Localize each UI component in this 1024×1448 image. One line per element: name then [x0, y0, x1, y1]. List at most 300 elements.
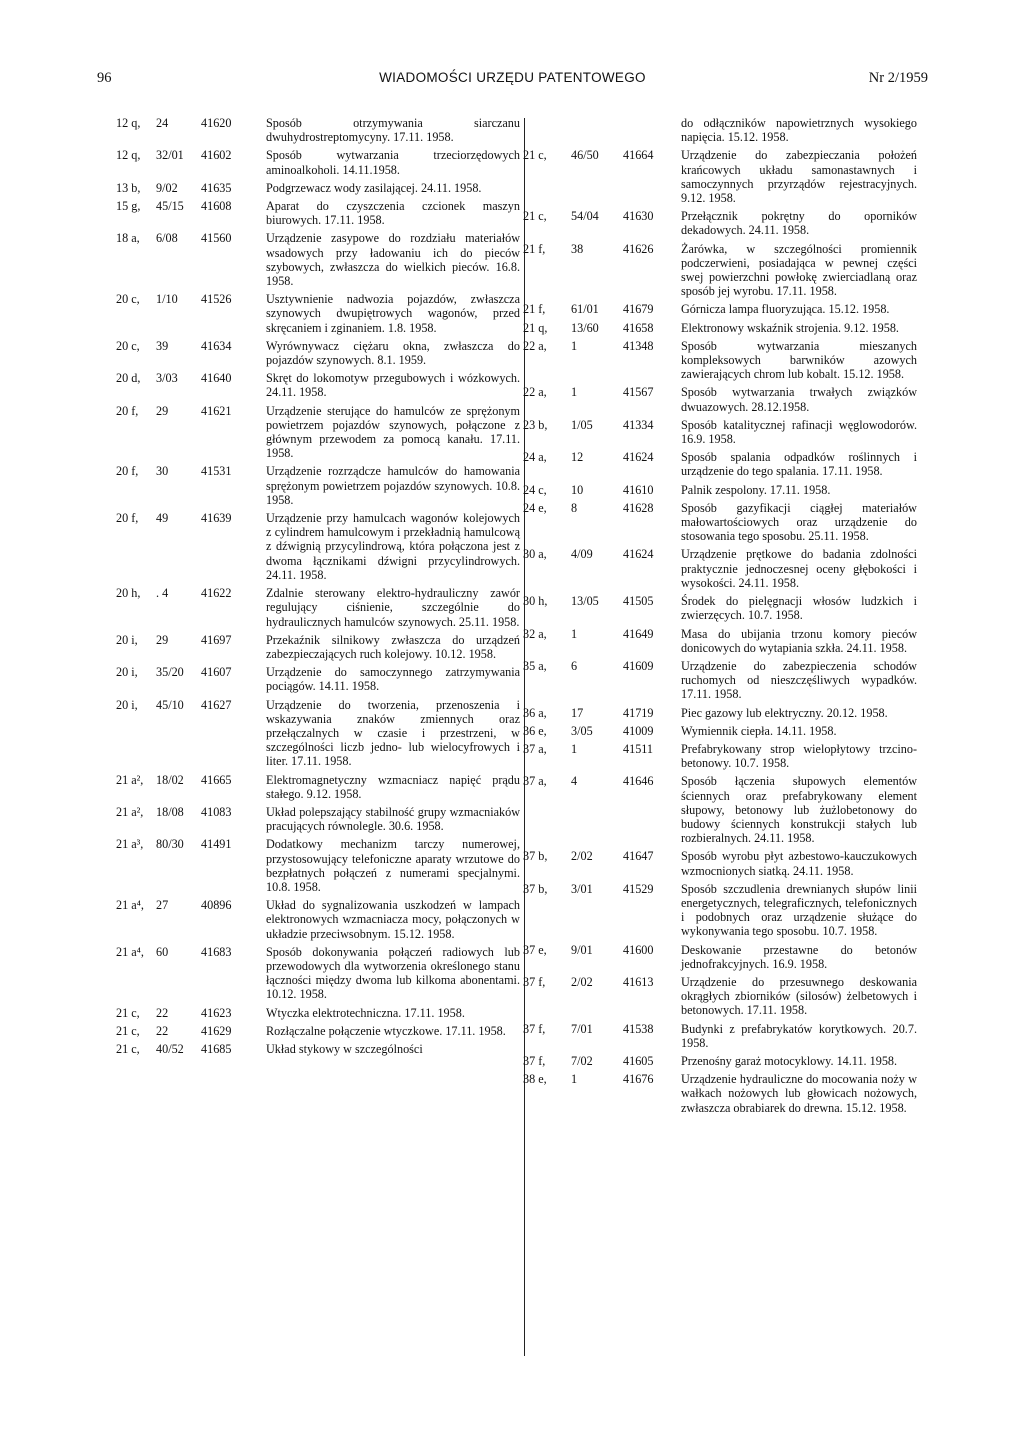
class-code: 13 b, [116, 180, 141, 195]
patent-entry [521, 594, 917, 622]
patent-code [521, 594, 681, 608]
class-code: 24 e, [523, 500, 547, 515]
patent-number: 41348 [623, 338, 654, 353]
patent-entry [521, 849, 917, 877]
patent-number: 41607 [201, 665, 232, 680]
patent-number: 41627 [201, 697, 232, 712]
patent-number: 41630 [623, 209, 654, 224]
class-code: 21 f, [523, 302, 546, 317]
patent-code [116, 511, 266, 525]
group-code: 1 [571, 338, 578, 353]
patent-description: Dodatkowy mechanizm tarczy numerowej, przystosowujący telefoniczne aparaty wrzutowe do bezpłatnych połączeń z numerami specjalnymi. 10.8. 1958. [266, 837, 520, 894]
group-code: 54/04 [571, 209, 599, 224]
continued-entry-text: do odłączników napowietrznych wysokiego napięcia. 15.12. 1958. [681, 116, 917, 145]
patent-code [521, 774, 681, 788]
patent-number: 41676 [623, 1072, 654, 1087]
group-code: 1/05 [571, 417, 593, 432]
patent-entry [521, 943, 917, 971]
patent-description: Piec gazowy lub elektryczny. 20.12. 1958. [681, 705, 888, 720]
patent-description: Urządzenie do zabezpieczenia schodów ruchomych od nieszczęśliwych wypadków. 17.11. 1958. [681, 658, 917, 702]
patent-entry [116, 665, 520, 693]
class-code: 12 q, [116, 116, 141, 130]
patent-description: Masa do ubijania trzonu komory pieców donicowych do wytapiania szkła. 24.11. 1958. [681, 626, 917, 655]
patent-number: 41665 [201, 772, 232, 787]
patent-description: Żarówka, w szczególności promiennik podczerwieni, posiadająca w pewnej części swej powierzchni powłokę zwierciadlaną oraz sposób jej wyrobu. 17.11. 1958. [681, 241, 917, 299]
group-code: 22 [156, 1023, 169, 1038]
class-code: 21 a⁴, [116, 898, 144, 913]
group-code: 45/15 [156, 199, 184, 214]
group-code: 8 [571, 500, 578, 515]
patent-entry [521, 302, 917, 316]
patent-description: Zdalnie sterowany elektro-hydrauliczny zawór regulujący ciśnienie, szczególnie do hydraulicznych hamulców szynowych. 25.11. 1958. [266, 586, 520, 629]
patent-code [521, 659, 681, 673]
patent-description: Układ stykowy w szczególności [266, 1041, 423, 1056]
patent-code [116, 773, 266, 787]
patent-code [521, 418, 681, 432]
patent-code [116, 1024, 266, 1038]
patent-description: Wyrównywacz ciężaru okna, zwłaszcza do pojazdów szynowych. 8.1. 1959. [266, 338, 520, 368]
patent-description: Wymiennik ciepła. 14.11. 1958. [681, 723, 837, 738]
page-number: 96 [97, 70, 112, 86]
patent-description: Urządzenie sterujące do hamulców ze sprężonym powietrzem pojazdów szynowych, połączone z głównym przewodem za pomocą kanału. 17.11. 1958. [266, 403, 520, 461]
group-code: 13/05 [571, 594, 599, 609]
patent-entry [521, 1054, 917, 1068]
class-code: 21 a², [116, 804, 144, 819]
patent-code [116, 464, 266, 478]
journal-title: WIADOMOŚCI URZĘDU PATENTOWEGO [379, 70, 646, 85]
patent-entry [521, 627, 917, 655]
class-code: 37 b, [523, 881, 548, 896]
patent-code [521, 547, 681, 561]
patent-code [521, 975, 681, 989]
group-code: 17 [571, 705, 584, 720]
page-header [97, 70, 928, 92]
patent-code [116, 371, 266, 385]
patent-code [116, 1006, 266, 1020]
group-code: 4/09 [571, 547, 593, 562]
patent-code [116, 231, 266, 245]
patent-number: 41628 [623, 500, 654, 515]
group-code: 29 [156, 403, 169, 418]
patent-code [116, 292, 266, 306]
patent-description: Elektromagnetyczny wzmacniacz napięć prądu stałego. 9.12. 1958. [266, 772, 520, 801]
group-code: 46/50 [571, 148, 599, 163]
patent-code [521, 1054, 681, 1068]
patent-description: Skręt do lokomotyw przegubowych i wózkowych. 24.11. 1958. [266, 371, 520, 400]
patent-number: 41083 [201, 804, 232, 819]
class-code: 23 b, [523, 417, 548, 432]
class-code: 20 f, [116, 464, 139, 479]
group-code: 45/10 [156, 697, 184, 712]
group-code: 40/52 [156, 1041, 184, 1056]
patent-description: Sposób spalania odpadków roślinnych i urządzenie do tego spalania. 17.11. 1958. [681, 450, 917, 479]
class-code: 20 f, [116, 403, 139, 418]
patent-entry [116, 698, 520, 769]
patent-code [116, 116, 266, 130]
patent-entry [521, 706, 917, 720]
group-code: 12 [571, 450, 584, 465]
patent-code [521, 849, 681, 863]
patent-number: 41610 [623, 482, 654, 497]
patent-description: Elektronowy wskaźnik strojenia. 9.12. 1958. [681, 320, 899, 335]
patent-entry [521, 209, 917, 237]
class-code: 21 a⁴, [116, 944, 144, 959]
class-code: 20 c, [116, 338, 140, 353]
class-code: 32 a, [523, 626, 547, 641]
group-code: 3/05 [571, 723, 593, 738]
class-code: 37 e, [523, 942, 547, 957]
group-code: 80/30 [156, 837, 184, 852]
patent-description: Aparat do czyszczenia czcionek maszyn biurowych. 17.11. 1958. [266, 199, 520, 228]
patent-code [116, 945, 266, 959]
patent-code [116, 898, 266, 912]
patent-number: 41697 [201, 632, 232, 647]
patent-code [521, 339, 681, 353]
patent-description: Sposób otrzymywania siarczanu dwuhydrostreptomycyny. 17.11. 1958. [266, 116, 520, 145]
patent-code [521, 627, 681, 641]
patent-description: Środek do pielęgnacji włosów ludzkich i zwierzęcych. 10.7. 1958. [681, 594, 917, 623]
left-column [116, 116, 520, 1060]
group-code: 6 [571, 658, 578, 673]
patent-number: 40896 [201, 898, 232, 913]
patent-number: 41009 [623, 723, 654, 738]
patent-description: Sposób wytwarzania trzeciorzędowych aminoalkoholi. 14.11.1958. [266, 148, 520, 177]
class-code: 18 a, [116, 231, 140, 246]
patent-description: Urządzenie do zabezpieczania położeń krańcowych układu samonastawnych i samoczynnych przyrządów rejestracyjnych. 9.12. 1958. [681, 148, 917, 206]
group-code: 24 [156, 116, 169, 130]
patent-number: 41529 [623, 881, 654, 896]
patent-code [521, 450, 681, 464]
patent-number: 41624 [623, 547, 654, 562]
patent-description: Przełącznik pokrętny do oporników dekadowych. 24.11. 1958. [681, 209, 917, 238]
patent-description: Przenośny garaż motocyklowy. 14.11. 1958. [681, 1053, 898, 1068]
patent-entry [521, 418, 917, 446]
patent-code [521, 724, 681, 738]
patent-entry [521, 659, 917, 702]
patent-number: 41685 [201, 1041, 232, 1056]
group-code: 1 [571, 385, 578, 400]
group-code: 30 [156, 464, 169, 479]
class-code: 21 q, [523, 320, 548, 335]
class-code: 21 c, [116, 1041, 140, 1056]
patent-entry [116, 199, 520, 227]
patent-entry [116, 339, 520, 367]
patent-code [521, 706, 681, 720]
patent-description: Urządzenie hydrauliczne do mocowania noży w wałkach nożowych lub głowicach nożowych, zwłaszcza obrabiarek do drewna. 15.12. 1958. [681, 1072, 917, 1115]
patent-entry [116, 404, 520, 461]
patent-number: 41608 [201, 199, 232, 214]
patent-description: Sposób wytwarzania trwałych związków dwuazowych. 28.12.1958. [681, 385, 917, 414]
patent-number: 41629 [201, 1023, 232, 1038]
patent-code [116, 665, 266, 679]
group-code: 60 [156, 944, 169, 959]
patent-entry [116, 633, 520, 661]
group-code: 4 [571, 774, 578, 789]
patent-description: Sposób szczudlenia drewnianych słupów linii energetycznych, telegraficznych, telefonicznych i podobnych oraz urządzenie służące do wykonywania tego sposobu. 10.7. 1958. [681, 881, 917, 939]
patent-number: 41634 [201, 338, 232, 353]
class-code: 37 f, [523, 1021, 546, 1036]
patent-number: 41531 [201, 464, 232, 479]
group-code: . 4 [156, 586, 169, 601]
class-code: 37 f, [523, 1053, 546, 1068]
patent-code [521, 302, 681, 316]
group-code: 10 [571, 482, 584, 497]
patent-code [116, 199, 266, 213]
patent-number: 41334 [623, 417, 654, 432]
patent-entry [116, 586, 520, 629]
patent-entry [116, 116, 520, 144]
class-code: 20 i, [116, 665, 138, 680]
patent-code [521, 1072, 681, 1086]
class-code: 36 e, [523, 723, 547, 738]
group-code: 1/10 [156, 292, 178, 307]
group-code: 61/01 [571, 302, 599, 317]
patent-description: Urządzenie do przesuwnego deskowania okrągłych zbiorników (silosów) żelbetowych i betonowych. 17.11. 1958. [681, 974, 917, 1018]
class-code: 37 a, [523, 774, 547, 789]
patent-code [116, 181, 266, 195]
group-code: 1 [571, 626, 578, 641]
class-code: 21 c, [523, 209, 547, 224]
patent-entry [116, 805, 520, 833]
patent-entry [116, 945, 520, 1002]
class-code: 37 b, [523, 849, 548, 864]
patent-code [116, 1042, 266, 1056]
patent-entry [116, 1006, 520, 1020]
class-code: 20 i, [116, 632, 138, 647]
class-code: 37 a, [523, 741, 547, 756]
patent-code [521, 742, 681, 756]
patent-description: Deskowanie przestawne do betonów jednofrakcyjnych. 16.9. 1958. [681, 942, 917, 971]
class-code: 20 i, [116, 697, 138, 712]
class-code: 21 a³, [116, 837, 144, 852]
patent-description: Urządzenie przy hamulcach wagonów kolejowych z cylindrem hamulcowym i przekładnią hamulcową z dźwignią przycylindrową, która połączona jest z dwoma łącznikami dźwigni przycylindrowych. 24.11. 1958. [266, 511, 520, 582]
group-code: 1 [571, 1072, 578, 1087]
group-code: 27 [156, 898, 169, 913]
patent-code [116, 698, 266, 712]
patent-entry [116, 773, 520, 801]
class-code: 15 g, [116, 199, 141, 214]
group-code: 3/03 [156, 371, 178, 386]
patent-entry [116, 837, 520, 894]
group-code: 39 [156, 338, 169, 353]
patent-code [116, 148, 266, 162]
patent-number: 41605 [623, 1053, 654, 1068]
patent-number: 41602 [201, 148, 232, 163]
patent-code [521, 148, 681, 162]
group-code: 2/02 [571, 849, 593, 864]
right-column [521, 116, 917, 1119]
patent-description: Sposób wytwarzania mieszanych kompleksowych barwników azowych zawierających chrom lub kobalt. 15.12. 1958. [681, 338, 917, 382]
class-code: 30 a, [523, 547, 547, 562]
patent-entry [521, 774, 917, 845]
patent-entry [521, 242, 917, 299]
group-code: 2/02 [571, 974, 593, 989]
patent-entry [521, 501, 917, 544]
patent-code [521, 209, 681, 223]
patent-number: 41639 [201, 511, 232, 526]
class-code: 24 c, [523, 482, 547, 497]
patent-number: 41538 [623, 1021, 654, 1036]
patent-entry [521, 385, 917, 413]
patent-number: 41622 [201, 586, 232, 601]
patent-code [116, 837, 266, 851]
class-code: 38 e, [523, 1072, 547, 1087]
patent-number: 41683 [201, 944, 232, 959]
group-code: 29 [156, 632, 169, 647]
patent-entry [116, 464, 520, 507]
patent-number: 41664 [623, 148, 654, 163]
patent-entry [521, 975, 917, 1018]
patent-code [116, 633, 266, 647]
patent-code [116, 404, 266, 418]
patent-number: 41620 [201, 116, 232, 130]
patent-code [521, 483, 681, 497]
class-code: 20 c, [116, 292, 140, 307]
patent-description: Układ do sygnalizowania uszkodzeń w lampach elektronowych wzmacniacza mocy, połączonych w układzie przeciwsobnym. 15.12. 1958. [266, 898, 520, 941]
patent-entry [116, 511, 520, 582]
patent-number: 41567 [623, 385, 654, 400]
patent-entry [116, 898, 520, 941]
class-code: 21 f, [523, 241, 546, 256]
patent-code [521, 882, 681, 896]
patent-description: Sposób katalitycznej rafinacji węglowodorów. 16.9. 1958. [681, 417, 917, 447]
patent-number: 41505 [623, 594, 654, 609]
patent-number: 41646 [623, 774, 654, 789]
patent-number: 41626 [623, 241, 654, 256]
group-code: 49 [156, 511, 169, 526]
patent-code [116, 586, 266, 600]
group-code: 7/02 [571, 1053, 593, 1068]
class-code: 22 a, [523, 338, 547, 353]
patent-description: Urządzenie do samoczynnego zatrzymywania pociągów. 14.11. 1958. [266, 665, 520, 694]
patent-code [521, 1022, 681, 1036]
patent-entry [116, 148, 520, 176]
class-code: 30 h, [523, 594, 548, 609]
class-code: 20 h, [116, 586, 141, 601]
group-code: 18/02 [156, 772, 184, 787]
class-code: 22 a, [523, 385, 547, 400]
patent-description: Usztywnienie nadwozia pojazdów, zwłaszcza szynowych dwupiętrowych wagonów, przed skręcaniem i zginaniem. 1.8. 1958. [266, 292, 520, 335]
patent-code [521, 385, 681, 399]
patent-description: Budynki z prefabrykatów korytkowych. 20.7. 1958. [681, 1021, 917, 1050]
patent-number: 41609 [623, 658, 654, 673]
group-code: 9/02 [156, 180, 178, 195]
group-code: 3/01 [571, 881, 593, 896]
group-code: 22 [156, 1005, 169, 1020]
patent-description: Urządzenie rozrządcze hamulców do hamowania sprężonym powietrzem pojazdów szynowych. 10.8. 1958. [266, 464, 520, 507]
patent-description: Urządzenie zasypowe do rozdziału materiałów wsadowych przy ładowaniu ich do pieców szybowych, zwłaszcza do wielkich pieców. 16.8. 1958. [266, 231, 520, 289]
class-code: 35 a, [523, 658, 547, 673]
patent-number: 41719 [623, 705, 654, 720]
patent-description: Przekaźnik silnikowy zwłaszcza do urządzeń zabezpieczających ruch kolejowy. 10.12. 1958. [266, 632, 520, 661]
class-code: 20 f, [116, 511, 139, 526]
class-code: 24 a, [523, 450, 547, 465]
patent-entry [116, 371, 520, 399]
patent-description: Górnicza lampa fluoryzująca. 15.12. 1958. [681, 302, 890, 317]
patent-entry [116, 1042, 520, 1056]
class-code: 21 a², [116, 772, 144, 787]
patent-entry [521, 724, 917, 738]
patent-entry [521, 450, 917, 478]
patent-code [521, 943, 681, 957]
patent-code [521, 242, 681, 256]
class-code: 12 q, [116, 148, 141, 163]
patent-entry [521, 547, 917, 590]
patent-number: 41511 [623, 741, 654, 756]
patent-number: 41491 [201, 837, 232, 852]
patent-entry [521, 742, 917, 770]
group-code: 13/60 [571, 320, 599, 335]
patent-code [116, 805, 266, 819]
group-code: 38 [571, 241, 584, 256]
patent-entry [116, 1024, 520, 1038]
patent-entry [521, 339, 917, 382]
group-code: 6/08 [156, 231, 178, 246]
patent-number: 41600 [623, 942, 654, 957]
group-code: 9/01 [571, 942, 593, 957]
patent-code [116, 339, 266, 353]
patent-description: Sposób gazyfikacji ciągłej materiałów małowartościowych oraz urządzenie do stosowania tego sposobu. 25.11. 1958. [681, 500, 917, 544]
class-code: 21 c, [116, 1005, 140, 1020]
patent-number: 41621 [201, 403, 232, 418]
patent-number: 41635 [201, 180, 232, 195]
patent-entry [521, 1072, 917, 1115]
group-code: 18/08 [156, 804, 184, 819]
patent-number: 41679 [623, 302, 654, 317]
group-code: 35/20 [156, 665, 184, 680]
class-code: 20 d, [116, 371, 141, 386]
patent-code [521, 501, 681, 515]
group-code: 32/01 [156, 148, 184, 163]
patent-entry [116, 181, 520, 195]
patent-entry [521, 148, 917, 205]
patent-number: 41623 [201, 1005, 232, 1020]
patent-description: Sposób dokonywania połączeń radiowych lub przewodowych dla wytworzenia określonego stanu łączności między dwoma lub kilkoma abonentami. 10.12. 1958. [266, 944, 520, 1002]
patent-number: 41640 [201, 371, 232, 386]
issue-number: Nr 2/1959 [868, 70, 928, 86]
patent-description: Rozłączalne połączenie wtyczkowe. 17.11. 1958. [266, 1023, 506, 1038]
patent-description: Podgrzewacz wody zasilającej. 24.11. 1958. [266, 180, 482, 195]
patent-entry [116, 231, 520, 288]
patent-entry [521, 1022, 917, 1050]
patent-number: 41658 [623, 320, 654, 335]
patent-description: Układ polepszający stabilność grupy wzmacniaków pracujących równolegle. 30.6. 1958. [266, 804, 520, 834]
patent-description: Prefabrykowany strop wielopłytowy trzcino-betonowy. 10.7. 1958. [681, 741, 917, 771]
patent-description: Sposób wyrobu płyt azbestowo-kauczukowych wzmocnionych siatką. 24.11. 1958. [681, 849, 917, 878]
patent-description: Palnik zespolony. 17.11. 1958. [681, 482, 831, 497]
patent-entry [521, 321, 917, 335]
patent-description: Urządzenie do tworzenia, przenoszenia i wskazywania znaków zmiennych oraz przełączalnych w czasie i przestrzeni, w szczególności liczb jedno- lub wielocyfrowych i liter. 17.11. 1958. [266, 697, 520, 769]
class-code: 37 f, [523, 974, 546, 989]
patent-entry [521, 882, 917, 939]
patent-code [521, 321, 681, 335]
group-code: 7/01 [571, 1021, 593, 1036]
patent-description: Sposób łączenia słupowych elementów ściennych oraz prefabrykowany element słupowy, betonowy lub żużlobetonowy do budowy ściennych konstrukcji stałych lub rozbieralnych. 24.11. 1958. [681, 774, 917, 846]
patent-entry [116, 292, 520, 335]
patent-number: 41624 [623, 450, 654, 465]
group-code: 1 [571, 741, 578, 756]
class-code: 36 a, [523, 705, 547, 720]
patent-description: Urządzenie prętkowe do badania zdolności praktycznie jednoczesnej oceny głębokości i wysokości. 24.11. 1958. [681, 547, 917, 590]
patent-number: 41647 [623, 849, 654, 864]
patent-number: 41526 [201, 292, 232, 307]
patent-number: 41560 [201, 231, 232, 246]
patent-description: Wtyczka elektrotechniczna. 17.11. 1958. [266, 1005, 465, 1020]
class-code: 21 c, [116, 1023, 140, 1038]
class-code: 21 c, [523, 148, 547, 163]
patent-number: 41649 [623, 626, 654, 641]
patent-number: 41613 [623, 974, 654, 989]
